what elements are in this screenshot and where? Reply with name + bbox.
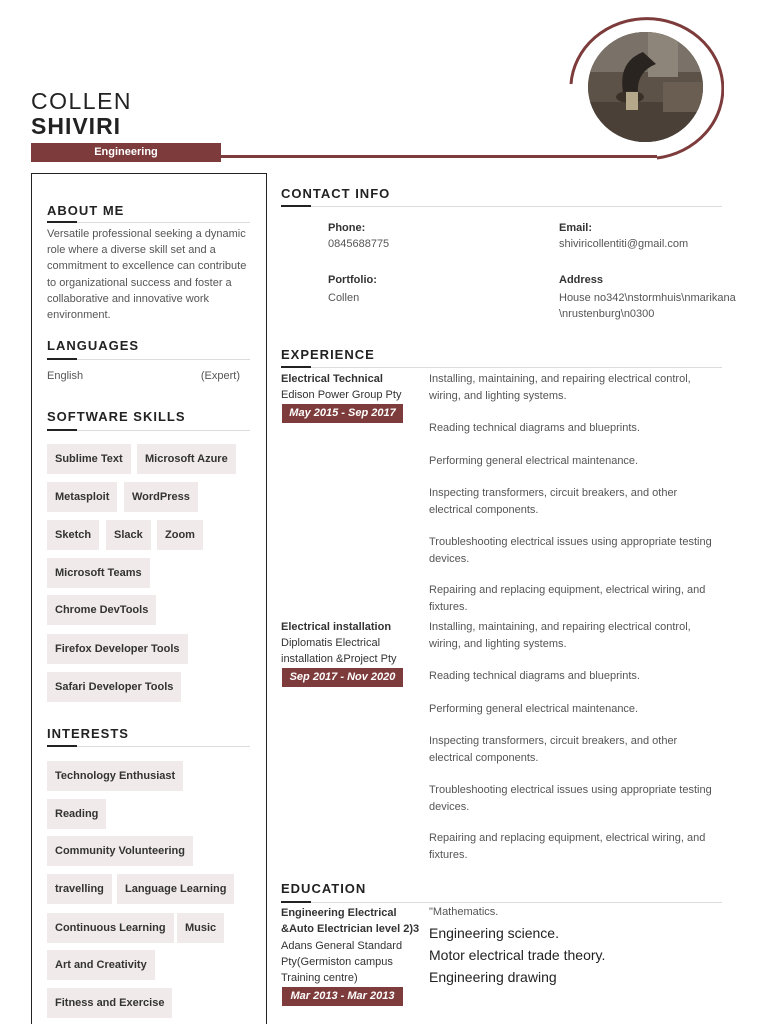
profile-photo-image <box>588 32 703 142</box>
skill-tag: Microsoft Teams <box>47 558 150 588</box>
job-duty: Reading technical diagrams and blueprints. <box>429 422 640 434</box>
email-value[interactable]: shiviricollentiti@gmail.com <box>559 238 689 250</box>
contact-info-divider <box>281 206 722 207</box>
language-row <box>47 370 240 382</box>
education-desc-line: Engineering science. <box>429 925 559 941</box>
job-duty: Performing general electrical maintenance. <box>429 703 639 715</box>
experience-heading: EXPERIENCE <box>281 347 375 362</box>
about-me-text: Versatile professional seeking a dynamic role where a diverse skill set and a commitment to excellence can contribute to organizational success and foster a collaborative and innovative work environment. <box>47 228 247 322</box>
languages-divider <box>47 359 250 360</box>
education-degree: Engineering Electrical &Auto Electrician level 2)3 <box>281 907 420 935</box>
skill-tag: Microsoft Azure <box>137 444 236 474</box>
education-desc-line: "Mathematics. <box>429 906 499 918</box>
interests-divider <box>47 746 250 747</box>
phone-label: Phone: <box>328 222 366 234</box>
first-name: COLLEN <box>31 88 133 114</box>
interest-tag: Community Volunteering <box>47 836 193 866</box>
job-dates-badge: Sep 2017 - Nov 2020 <box>282 668 403 687</box>
job-title: Electrical Technical <box>281 373 383 385</box>
skill-tag: Zoom <box>157 520 203 550</box>
interest-tag: Technology Enthusiast <box>47 761 183 791</box>
interest-tag: Continuous Learning <box>47 913 174 943</box>
job-duty: Installing, maintaining, and repairing electrical control, wiring, and lighting systems. <box>429 621 691 650</box>
skill-tag: Slack <box>106 520 151 550</box>
languages-heading: LANGUAGES <box>47 338 140 353</box>
education-desc-line: Engineering drawing <box>429 969 557 985</box>
job-duty: Installing, maintaining, and repairing electrical control, wiring, and lighting systems. <box>429 373 691 402</box>
email-label: Email: <box>559 222 593 234</box>
language-name: English <box>47 370 84 382</box>
job-duty: Repairing and replacing equipment, electrical wiring, and fixtures. <box>429 584 706 613</box>
interest-tag: Language Learning <box>117 874 234 904</box>
job-dates-badge: May 2015 - Sep 2017 <box>282 404 403 423</box>
skill-tag: Metasploit <box>47 482 117 512</box>
job-duty: Troubleshooting electrical issues using appropriate testing devices. <box>429 784 712 813</box>
sidebar <box>31 173 267 1024</box>
address-line-2: \nrustenburg\n0300 <box>559 308 655 320</box>
address-line-1: House no342\nstormhuis\nmarikana <box>559 292 736 304</box>
profile-photo <box>588 32 703 142</box>
software-skills-divider <box>47 430 250 431</box>
experience-divider <box>281 367 722 368</box>
last-name: SHIVIRI <box>31 113 122 139</box>
education-divider <box>281 902 722 903</box>
job-company: Diplomatis Electrical installation &Project Pty <box>281 637 397 665</box>
job-duty: Inspecting transformers, circuit breakers, and other electrical components. <box>429 735 678 764</box>
job-duty: Repairing and replacing equipment, electrical wiring, and fixtures. <box>429 832 706 861</box>
education-heading: EDUCATION <box>281 881 367 896</box>
contact-info-heading: CONTACT INFO <box>281 186 391 201</box>
education-desc-line: Motor electrical trade theory. <box>429 947 606 963</box>
interests-heading: INTERESTS <box>47 726 129 741</box>
job-duty: Inspecting transformers, circuit breakers, and other electrical components. <box>429 487 678 516</box>
portfolio-label: Portfolio: <box>328 274 377 286</box>
portfolio-value[interactable]: Collen <box>328 292 360 304</box>
about-me-heading: ABOUT ME <box>47 203 125 218</box>
address-label: Address <box>559 274 604 286</box>
education-school: Adans General Standard Pty(Germiston campus Training centre) <box>281 940 403 984</box>
language-level: (Expert) <box>200 370 240 382</box>
job-duty: Reading technical diagrams and blueprints. <box>429 670 640 682</box>
skill-tag: WordPress <box>124 482 198 512</box>
skill-tag: Chrome DevTools <box>47 595 156 625</box>
job-duty: Troubleshooting electrical issues using appropriate testing devices. <box>429 536 712 565</box>
job-title: Electrical installation <box>281 621 392 633</box>
about-me-divider <box>47 222 250 223</box>
job-company: Edison Power Group Pty <box>281 389 402 401</box>
interest-tag: Music <box>177 913 224 943</box>
skill-tag: Firefox Developer Tools <box>47 634 188 664</box>
education-dates-badge: Mar 2013 - Mar 2013 <box>282 987 403 1006</box>
interest-tag: Reading <box>47 799 106 829</box>
software-skills-heading: SOFTWARE SKILLS <box>47 409 186 424</box>
phone-value: 0845688775 <box>328 238 390 250</box>
interest-tag: Fitness and Exercise <box>47 988 172 1018</box>
skill-tag: Sublime Text <box>47 444 131 474</box>
job-title-banner: Engineering <box>31 143 221 162</box>
interest-tag: travelling <box>47 874 112 904</box>
job-duty: Performing general electrical maintenance. <box>429 455 639 467</box>
skill-tag: Sketch <box>47 520 99 550</box>
interest-tag: Art and Creativity <box>47 950 155 980</box>
skill-tag: Safari Developer Tools <box>47 672 181 702</box>
